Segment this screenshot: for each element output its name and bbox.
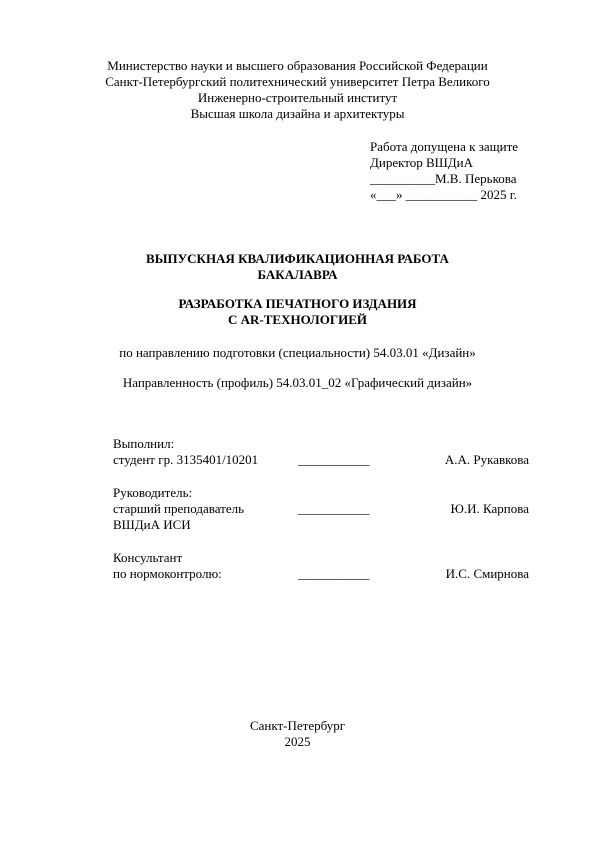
- approval-signature: __________М.В. Перькова: [370, 171, 517, 186]
- author-name: А.А. Рукавкова: [444, 452, 529, 467]
- approval-date: «___» ___________ 2025 г.: [370, 187, 517, 202]
- supervisor-name: Ю.И. Карпова: [450, 501, 529, 516]
- footer-year: 2025: [284, 734, 311, 749]
- approval-director: Директор ВШДиА: [370, 155, 473, 170]
- work-type-line1: ВЫПУСКНАЯ КВАЛИФИКАЦИОННАЯ РАБОТА: [146, 251, 449, 266]
- institute-line: Инженерно-строительный институт: [197, 90, 398, 105]
- supervisor-position: старший преподаватель: [113, 501, 245, 516]
- supervisor-label: Руководитель:: [113, 485, 193, 500]
- work-type-line2: БАКАЛАВРА: [257, 267, 338, 282]
- author-signature-blank: ___________: [298, 452, 370, 467]
- school-line: Высшая школа дизайна и архитектуры: [190, 106, 405, 121]
- university-line: Санкт-Петербургский политехнический университет Петра Великого: [105, 74, 490, 89]
- profile-line: Направленность (профиль) 54.03.01_02 «Графический дизайн»: [122, 375, 473, 390]
- consultant-name: И.С. Смирнова: [445, 566, 529, 581]
- thesis-title-line2: С AR-ТЕХНОЛОГИЕЙ: [227, 312, 367, 327]
- consultant-role: по нормоконтролю:: [113, 566, 222, 581]
- approval-admitted: Работа допущена к защите: [370, 139, 519, 154]
- author-label: Выполнил:: [113, 436, 175, 451]
- ministry-line: Министерство науки и высшего образования Российской Федерации: [107, 58, 488, 73]
- consultant-label: Консультант: [113, 550, 183, 565]
- footer-city: Санкт-Петербург: [249, 718, 346, 733]
- supervisor-department: ВШДиА ИСИ: [113, 517, 191, 532]
- supervisor-signature-blank: ___________: [298, 501, 370, 516]
- direction-line: по направлению подготовки (специальности) 54.03.01 «Дизайн»: [119, 345, 476, 360]
- thesis-title-line1: РАЗРАБОТКА ПЕЧАТНОГО ИЗДАНИЯ: [178, 296, 417, 311]
- consultant-signature-blank: ___________: [298, 566, 370, 581]
- author-group: студент гр. 3135401/10201: [113, 452, 259, 467]
